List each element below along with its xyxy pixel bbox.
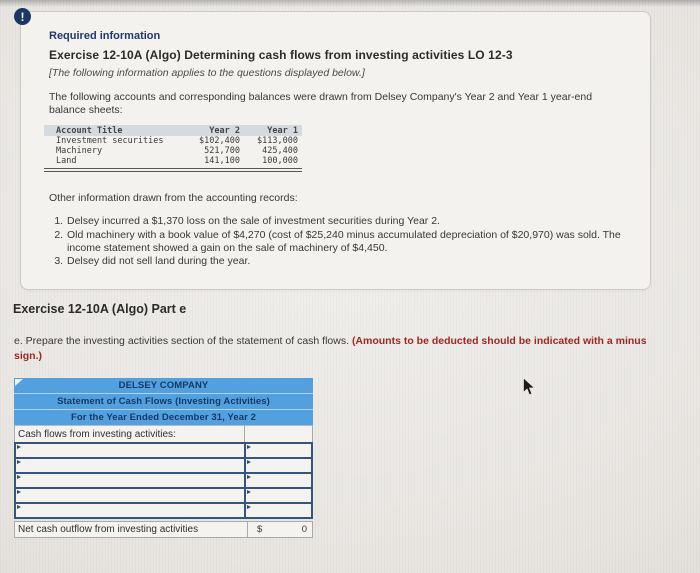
year1-header: Year 1 (267, 125, 298, 136)
description-input-cell[interactable] (16, 489, 246, 502)
amount-input-cell[interactable] (246, 459, 311, 472)
corner-notch (15, 379, 23, 386)
other-information-heading: Other information drawn from the accounting records: (49, 192, 298, 204)
section-label: Cash flows from investing activities: (18, 428, 176, 440)
dropdown-marker-icon (17, 460, 21, 464)
part-e-instruction (14, 334, 652, 364)
dropdown-marker-icon (17, 475, 21, 479)
dropdown-marker-icon (17, 445, 21, 449)
statement-input-block (14, 442, 313, 519)
dropdown-marker-icon (17, 490, 21, 494)
account-name: Machinery (56, 146, 103, 156)
note-item-1: 1. Delsey incurred a $1,370 loss on the sale of investment securities during Year 2. (66, 215, 641, 228)
column-divider (244, 426, 245, 442)
statement-input-row (16, 474, 311, 489)
dropdown-marker-icon (247, 460, 251, 464)
note-item-2: 2. Old machinery with a book value of $4,270 (cost of $25,240 minus accumulated depreciation of $20,970) was sold. The income statement showed a gain on the sale of machinery of $4,450. (66, 229, 641, 255)
required-information-label: Required information (49, 30, 161, 42)
amount-input-cell[interactable] (246, 474, 311, 487)
cash-flow-statement-table (14, 378, 313, 538)
dropdown-marker-icon (247, 445, 251, 449)
amount-input-cell[interactable] (246, 489, 311, 502)
alert-glyph: ! (20, 9, 25, 24)
notes-list (51, 215, 641, 269)
year2-value: 141,100 (204, 156, 240, 166)
statement-input-row (16, 489, 311, 504)
description-input-cell[interactable] (16, 444, 246, 457)
table-double-rule (44, 168, 302, 172)
company-name-row (14, 378, 313, 394)
year1-value: 100,000 (262, 156, 298, 166)
amount-input-cell[interactable] (246, 504, 311, 517)
year1-value: 425,400 (262, 146, 298, 156)
instruction-emphasis: (Amounts to be deducted should be indicated with a minus sign.) (14, 335, 647, 362)
dropdown-marker-icon (247, 505, 251, 509)
year2-header: Year 2 (209, 125, 240, 136)
net-total-value: 0 (301, 524, 307, 535)
mouse-cursor-icon (522, 377, 536, 402)
table-row (44, 136, 302, 146)
net-total-amount-cell (248, 522, 312, 537)
statement-input-row (16, 459, 311, 474)
year1-value: $113,000 (257, 136, 298, 146)
instruction-text: e. Prepare the investing activities section of the statement of cash flows. (14, 335, 352, 347)
account-title-header: Account Title (56, 125, 123, 136)
table-row (44, 156, 302, 166)
amount-input-cell[interactable] (246, 444, 311, 457)
section-label-row (14, 425, 313, 442)
required-information-card (20, 11, 651, 290)
account-table-header-row (44, 125, 302, 136)
account-name: Land (56, 156, 77, 166)
applies-note: [The following information applies to the questions displayed below.] (49, 67, 365, 79)
alert-exclamation-icon (14, 8, 31, 25)
description-input-cell[interactable] (16, 504, 246, 517)
statement-title-row (14, 394, 313, 410)
currency-symbol: $ (257, 524, 263, 535)
net-total-label: Net cash outflow from investing activities (15, 522, 248, 537)
dropdown-marker-icon (247, 490, 251, 494)
description-input-cell[interactable] (16, 474, 246, 487)
statement-header (14, 378, 313, 425)
statement-input-row (16, 504, 311, 517)
year2-value: $102,400 (199, 136, 240, 146)
statement-period-row (14, 410, 313, 425)
intro-paragraph: The following accounts and corresponding balances were drawn from Delsey Company's Year 2 and Year 1 year-end balance sheets: (49, 91, 593, 116)
company-name: DELSEY COMPANY (118, 380, 209, 391)
year2-value: 521,700 (204, 146, 240, 156)
part-e-heading: Exercise 12-10A (Algo) Part e (13, 302, 187, 316)
exercise-title: Exercise 12-10A (Algo) Determining cash flows from investing activities LO 12-3 (49, 48, 513, 62)
statement-period: For the Year Ended December 31, Year 2 (70, 412, 257, 423)
description-input-cell[interactable] (16, 459, 246, 472)
dropdown-marker-icon (247, 475, 251, 479)
account-balances-table (44, 125, 302, 172)
account-name: Investment securities (56, 136, 164, 146)
note-item-3: 3. Delsey did not sell land during the year. (66, 255, 641, 268)
dropdown-marker-icon (17, 505, 21, 509)
table-row (44, 146, 302, 156)
net-total-row (14, 521, 313, 538)
statement-title: Statement of Cash Flows (Investing Activities) (57, 396, 270, 407)
statement-input-row (16, 444, 311, 459)
